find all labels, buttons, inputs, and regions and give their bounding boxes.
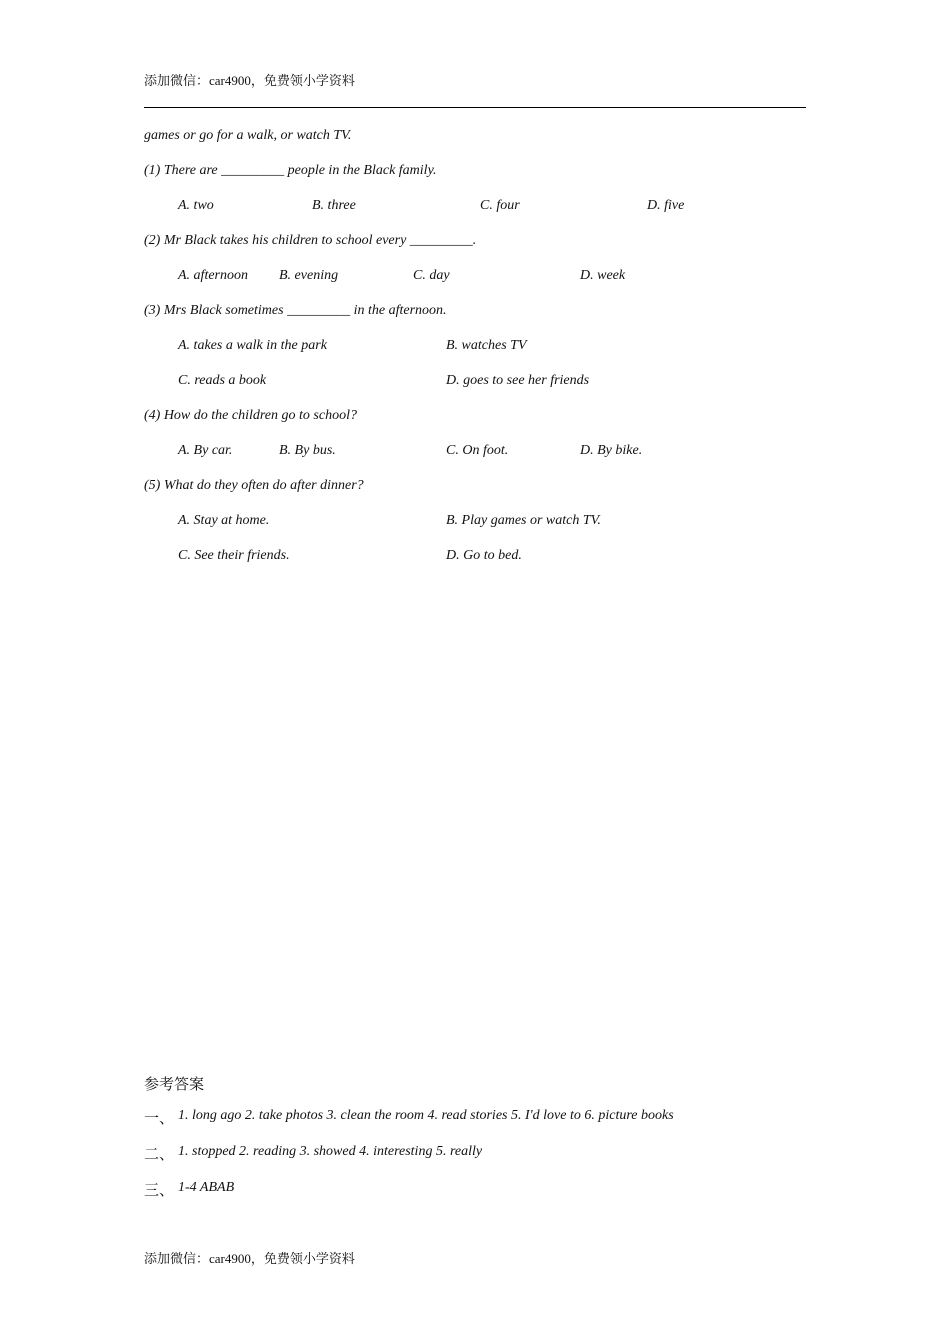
question-3-stem: (3) Mrs Black sometimes _________ in the afternoon. xyxy=(144,303,447,318)
passage-tail: games or go for a walk, or watch TV. xyxy=(144,128,352,143)
question-1-option-b: B. three xyxy=(312,198,356,213)
question-1-option-a: A. two xyxy=(178,198,214,213)
question-3-option-d: D. goes to see her friends xyxy=(446,373,590,388)
question-4-option-a: A. By car. xyxy=(178,443,233,458)
question-5-option-c: C. See their friends. xyxy=(178,548,290,563)
question-4-option-d: D. By bike. xyxy=(580,443,643,458)
question-3-option-c: C. reads a book xyxy=(178,373,267,388)
question-2-option-b: B. evening xyxy=(279,268,339,283)
question-1-stem: (1) There are _________ people in the Black family. xyxy=(144,163,437,178)
question-4-option-b: B. By bus. xyxy=(279,443,336,458)
question-2-option-d: D. week xyxy=(580,268,626,283)
answer-3-label: 三、 xyxy=(144,1183,175,1199)
question-2-stem: (2) Mr Black takes his children to school every _________. xyxy=(144,233,477,248)
answers-title: 参考答案 xyxy=(144,1077,205,1093)
answer-3-text: 1-4 ABAB xyxy=(178,1180,235,1195)
question-3-option-b: B. watches TV xyxy=(446,338,527,353)
question-5-stem: (5) What do they often do after dinner? xyxy=(144,478,364,493)
question-4-option-c: C. On foot. xyxy=(446,443,509,458)
page-header: 添加微信：car4900，免费领小学资料 xyxy=(144,73,355,88)
question-5-option-d: D. Go to bed. xyxy=(446,548,522,563)
question-4-stem: (4) How do the children go to school? xyxy=(144,408,357,423)
page-footer: 添加微信：car4900，免费领小学资料 xyxy=(144,1251,355,1266)
question-5-option-a: A. Stay at home. xyxy=(178,513,270,528)
answer-2-text: 1. stopped 2. reading 3. showed 4. interesting 5. really xyxy=(178,1144,483,1159)
question-2-option-a: A. afternoon xyxy=(178,268,248,283)
question-2-option-c: C. day xyxy=(413,268,450,283)
question-3-option-a: A. takes a walk in the park xyxy=(178,338,327,353)
question-1-option-d: D. five xyxy=(647,198,685,213)
answer-1-label: 一、 xyxy=(144,1111,175,1127)
header-rule xyxy=(144,107,806,108)
answer-2-label: 二、 xyxy=(144,1147,175,1163)
answer-1-text: 1. long ago 2. take photos 3. clean the room 4. read stories 5. I'd love to 6. picture books xyxy=(178,1108,674,1123)
question-1-option-c: C. four xyxy=(480,198,520,213)
question-5-option-b: B. Play games or watch TV. xyxy=(446,513,601,528)
